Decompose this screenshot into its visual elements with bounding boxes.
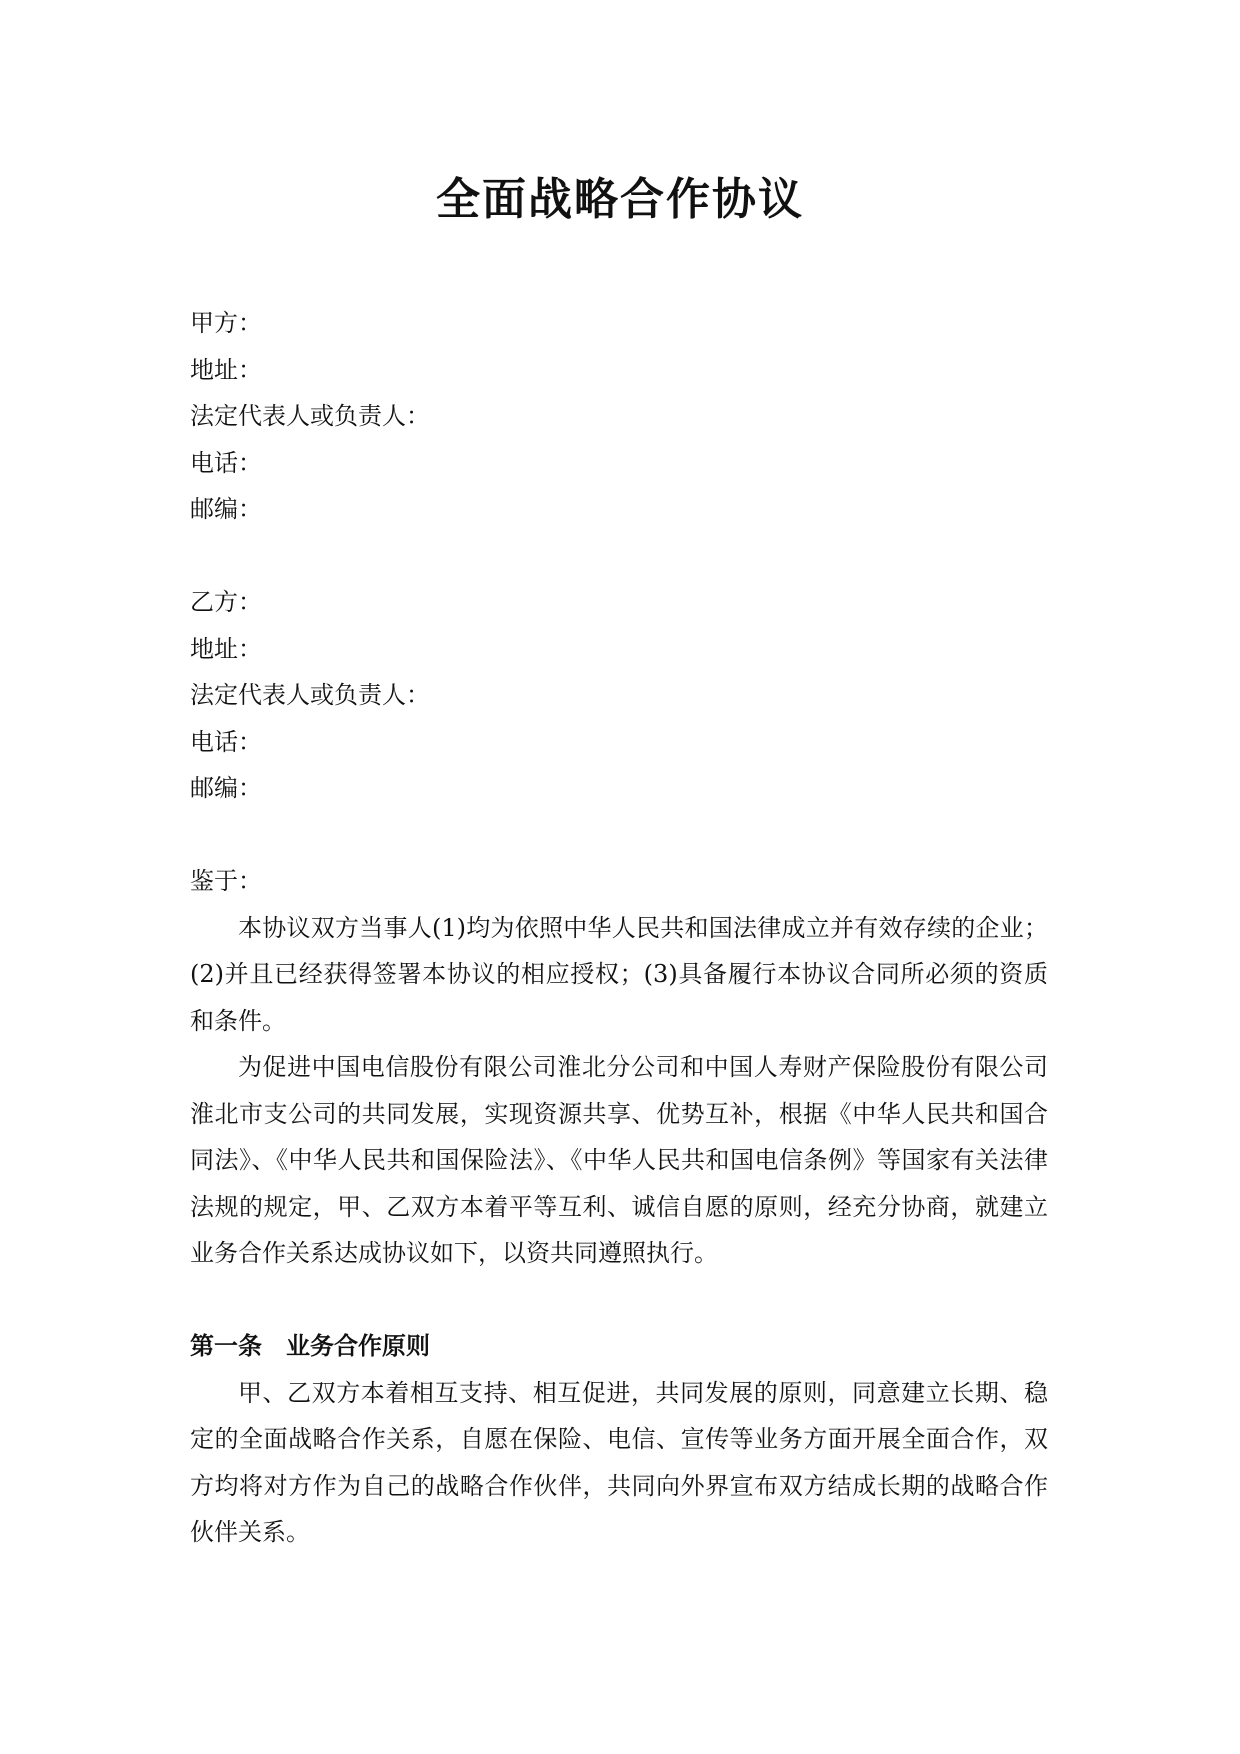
party-a-name-label: 甲方： <box>190 309 262 337</box>
spacer <box>190 533 1048 580</box>
party-b-address-label: 地址： <box>190 634 262 663</box>
spacer <box>190 1277 1048 1324</box>
party-a-block <box>190 300 1048 533</box>
recitals-label: 鉴于： <box>190 867 262 895</box>
article-1-block <box>190 1323 1048 1556</box>
document-body <box>190 300 1048 1556</box>
article-1-heading: 第一条 业务合作原则 <box>190 1332 430 1360</box>
party-b-postcode-label: 邮编： <box>190 774 262 802</box>
party-a-phone-label: 电话： <box>190 448 262 477</box>
spacer <box>190 812 1048 859</box>
recitals-paragraph-2: 为促进中国电信股份有限公司淮北分公司和中国人寿财产保险股份有限公司淮北市支公司的共同发展，实现资源共享、优势互补，根据《中华人民共和国合同法》、《中华人民共和国保险法》、《中华人民共和国电信条例》等国家有关法律法规的规定，甲、乙双方本着平等互利、诚信自愿的原则，经充分协商，就建立业务合作关系达成协议如下，以资共同遵照执行。 <box>190 1053 1048 1267</box>
article-1-paragraph: 甲、乙双方本着相互支持、相互促进，共同发展的原则，同意建立长期、稳定的全面战略合作关系，自愿在保险、电信、宣传等业务方面开展全面合作，双方均将对方作为自己的战略合作伙伴，共同向外界宣布双方结成长期的战略合作伙伴关系。 <box>190 1378 1048 1546</box>
party-a-postcode-label: 邮编： <box>190 495 262 523</box>
recitals-block <box>190 858 1048 1277</box>
party-b-representative-label: 法定代表人或负责人： <box>190 681 430 709</box>
party-b-block <box>190 579 1048 812</box>
party-a-representative-label: 法定代表人或负责人： <box>190 402 430 430</box>
party-b-name-label: 乙方： <box>190 588 262 616</box>
recitals-paragraph-1: 本协议双方当事人(1)均为依照中华人民共和国法律成立并有效存续的企业；(2)并且已经获得签署本协议的相应授权；(3)具备履行本协议合同所必须的资质和条件。 <box>190 913 1048 1035</box>
party-a-address-label: 地址： <box>190 355 262 384</box>
party-b-phone-label: 电话： <box>190 727 262 756</box>
document-title: 全面战略合作协议 <box>436 174 804 225</box>
